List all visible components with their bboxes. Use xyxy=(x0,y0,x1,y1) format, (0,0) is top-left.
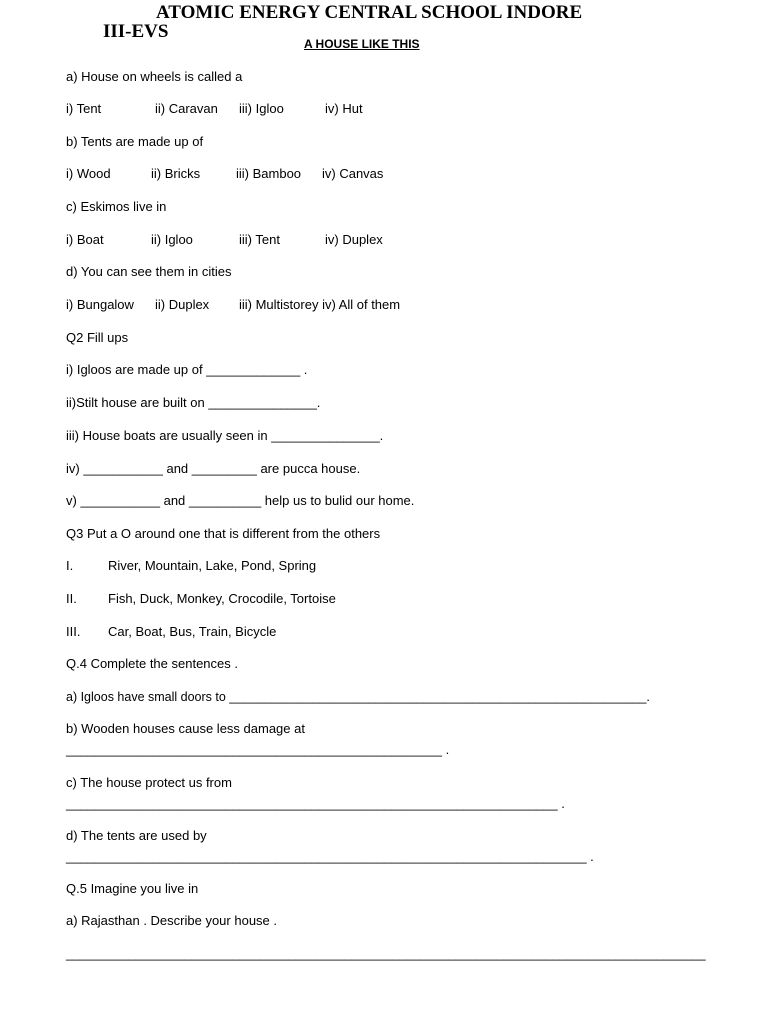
sentence-prompt: b) Wooden houses cause less damage at xyxy=(66,721,305,736)
sentence-prompt: a) Rajasthan . Describe your house . xyxy=(66,913,277,928)
option: ii) Bricks xyxy=(151,166,201,181)
option: iii) Multistorey iv) All of them xyxy=(239,297,401,312)
list-numeral: I. xyxy=(66,558,74,573)
section-heading: Q3 Put a O around one that is different from the others xyxy=(66,526,381,541)
answer-line: ____________________________________________________________________ . xyxy=(66,796,565,811)
question-text: d) You can see them in cities xyxy=(66,264,232,279)
option: ii) Caravan xyxy=(155,101,218,116)
class-subject: III-EVS xyxy=(103,21,169,42)
option: ii) Igloo xyxy=(151,232,193,247)
answer-line: ________________________________________________________________________ . xyxy=(66,849,594,864)
fill-blank: v) ___________ and __________ help us to bulid our home. xyxy=(66,493,415,508)
option: i) Tent xyxy=(66,101,102,116)
fill-blank: ii)Stilt house are built on _______________. xyxy=(66,395,321,410)
list-item: Car, Boat, Bus, Train, Bicycle xyxy=(108,624,277,639)
sentence-prompt: c) The house protect us from xyxy=(66,775,232,790)
answer-line: ____________________________________________________ . xyxy=(66,742,450,757)
option: i) Boat xyxy=(66,232,104,247)
option: iv) Hut xyxy=(325,101,363,116)
option: iii) Bamboo xyxy=(236,166,302,181)
section-heading: Q2 Fill ups xyxy=(66,330,129,345)
option: ii) Duplex xyxy=(155,297,210,312)
question-text: a) House on wheels is called a xyxy=(66,69,243,84)
list-item: River, Mountain, Lake, Pond, Spring xyxy=(108,558,317,573)
worksheet-topic: A HOUSE LIKE THIS xyxy=(304,37,420,51)
option: iii) Tent xyxy=(239,232,280,247)
sentence-blank: a) Igloos have small doors to ____________________________________________________________. xyxy=(66,690,650,704)
list-item: Fish, Duck, Monkey, Crocodile, Tortoise xyxy=(108,591,336,606)
option: i) Bungalow xyxy=(66,297,134,312)
answer-line: ____________________________________________________________________________________________ xyxy=(66,947,706,961)
option: iv) Duplex xyxy=(325,232,383,247)
fill-blank: iv) ___________ and _________ are pucca house. xyxy=(66,461,361,476)
option: iv) Canvas xyxy=(322,166,384,181)
sentence-prompt: d) The tents are used by xyxy=(66,828,207,843)
option: i) Wood xyxy=(66,166,111,181)
section-heading: Q.5 Imagine you live in xyxy=(66,881,199,896)
list-numeral: II. xyxy=(66,591,77,606)
question-text: b) Tents are made up of xyxy=(66,134,204,149)
fill-blank: iii) House boats are usually seen in _______________. xyxy=(66,428,384,443)
list-numeral: III. xyxy=(66,624,81,639)
question-text: c) Eskimos live in xyxy=(66,199,167,214)
fill-blank: i) Igloos are made up of _____________ . xyxy=(66,362,308,377)
section-heading: Q.4 Complete the sentences . xyxy=(66,656,238,671)
option: iii) Igloo xyxy=(239,101,284,116)
school-name: ATOMIC ENERGY CENTRAL SCHOOL INDORE xyxy=(156,2,583,23)
